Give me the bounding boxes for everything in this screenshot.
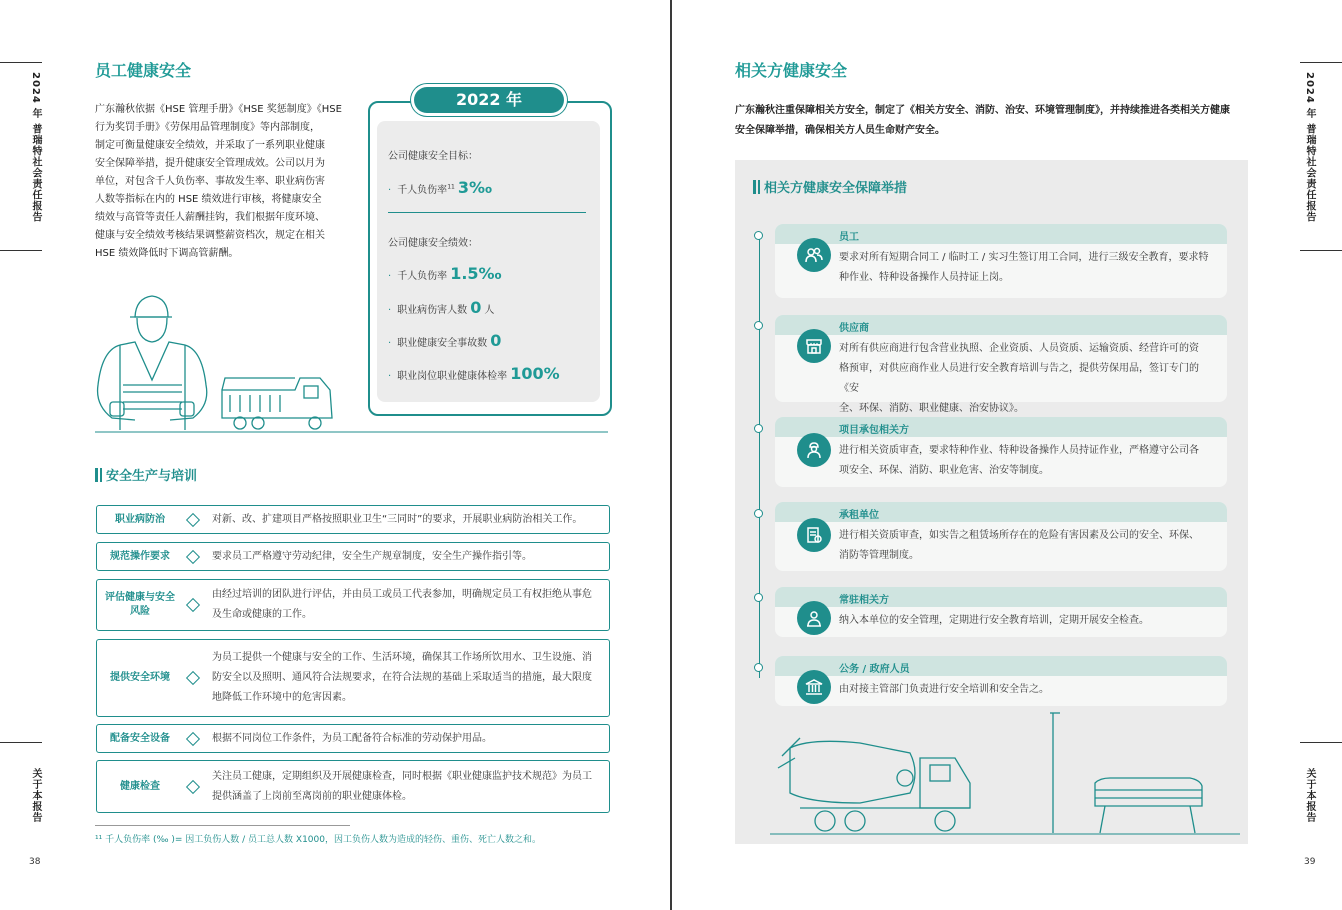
side-report-title: 2024 年 普瑞特社会责任报告 (1304, 72, 1315, 223)
safety-row (96, 760, 610, 813)
safety-row-text: 由经过培训的团队进行评估，并由员工或员工代表参加，明确规定员工有权拒绝从事危及生命或健康的工作。 (212, 589, 592, 620)
safety-row-label: 配备安全设备 (110, 732, 170, 744)
kpi-year-badge: 2022 年 (414, 87, 564, 113)
intro-line: 安全保障举措，确保相关方人员生命财产安全。 (735, 125, 945, 136)
diamond-icon (186, 549, 200, 563)
side-divider (0, 62, 42, 63)
card-line: 项安全、环保、消防、职业危害、治安等制度。 (839, 465, 1049, 476)
card-line: 消防等管理制度。 (839, 550, 919, 561)
timeline-dot (754, 663, 763, 672)
kpi-item-unit: 人 (484, 305, 495, 316)
kpi-perf-item (388, 331, 501, 350)
intro-line: 行为奖罚手册》《劳保用品管理制度》等内部制度， (95, 122, 320, 133)
safety-row (96, 542, 610, 571)
stakeholder-card (775, 502, 1227, 571)
intro-line: 人数等指标在内的 HSE 绩效进行审核，将健康安全 (95, 194, 322, 205)
stakeholder-card (775, 587, 1227, 637)
card-body (839, 248, 1215, 288)
section-title: 安全生产与培训 (95, 465, 197, 484)
safety-row (96, 579, 610, 631)
worker-icon (797, 433, 831, 467)
card-body (839, 611, 1215, 631)
kpi-perf-item (388, 364, 560, 383)
timeline-dot (754, 321, 763, 330)
card-line: 对所有供应商进行包含营业执照、企业资质、人员资质、运输资质、经营许可的资 (839, 343, 1199, 354)
kpi-divider (388, 212, 586, 213)
shop-icon (797, 329, 831, 363)
kpi-item-value: 100% (510, 364, 560, 383)
safety-row-text: 关注员工健康，定期组织及开展健康检查，同时根据《职业健康监护技术规范》为员工提供涵盖了上岗前至离岗前的职业健康体检。 (212, 770, 592, 802)
kpi-item-value: 3‰ (457, 178, 492, 197)
footnote-ref: 11 (447, 183, 455, 191)
side-section-label: 关于本报告 (30, 768, 41, 823)
intro-line: HSE 绩效降低时下调高管薪酬。 (95, 248, 239, 259)
card-body (839, 526, 1215, 566)
safety-row-text: 为员工提供一个健康与安全的工作、生活环境，确保其工作场所饮用水、卫生设施、消防安全以及照明、通风符合法规要求，在符合法规的基础上采取适当的措施，最大限度地降低工作环境中的危害因素。 (212, 652, 592, 703)
card-body (839, 441, 1215, 481)
safety-row-text: 要求员工严格遵守劳动纪律，安全生产规章制度，安全生产操作指引等。 (212, 550, 532, 562)
card-title: 承租单位 (839, 510, 879, 521)
intro-paragraph (735, 101, 1230, 141)
safety-row-label: 职业病防治 (115, 513, 165, 525)
card-title: 项目承包相关方 (839, 425, 909, 436)
side-divider (0, 742, 42, 743)
mixer-truck-bench-illustration (770, 708, 1240, 838)
kpi-perf-item (388, 264, 502, 283)
kpi-target-item (388, 178, 492, 197)
kpi-item-value: 1.5‰ (450, 264, 502, 283)
stakeholder-card (775, 656, 1227, 706)
bullet-icon: · (388, 371, 392, 382)
diamond-icon (186, 779, 200, 793)
safety-row (96, 724, 610, 753)
intro-line: 绩效与高管等责任人薪酬挂钩，我们根据年度环境、 (95, 212, 325, 223)
kpi-perf-item (388, 298, 494, 317)
card-title: 常驻相关方 (839, 595, 889, 606)
diamond-icon (186, 598, 200, 612)
side-section-label: 关于本报告 (1304, 768, 1315, 823)
government-icon (797, 670, 831, 704)
kpi-item-label: 职业岗位职业健康体检率 (397, 371, 508, 382)
card-line: 要求对所有短期合同工 / 临时工 / 实习生签订用工合同，进行三级安全教育，要求特 (839, 252, 1209, 263)
side-divider (0, 250, 42, 251)
card-line: 全、环保、消防、职业健康、治安协议》。 (839, 403, 1024, 414)
footnote: ¹¹ 千人负伤率 (‰ )= 因工负伤人数 / 员工总人数 X1000，因工负伤人数为造成的轻伤、重伤、死亡人数之和。 (95, 835, 541, 845)
card-line: 纳入本单位的安全管理，定期进行安全教育培训，定期开展安全检查。 (839, 615, 1149, 626)
intro-line: 单位，对包含千人负伤率、事故发生率、职业病伤害 (95, 176, 325, 187)
page-title: 相关方健康安全 (735, 61, 848, 80)
page-number: 39 (1304, 857, 1316, 867)
stakeholder-card (775, 224, 1227, 298)
person-icon (797, 601, 831, 635)
card-body (839, 680, 1215, 700)
stakeholder-card (775, 315, 1227, 414)
intro-line: 安全保障举措，提升健康安全管理成效。公司以月为 (95, 158, 325, 169)
kpi-item-value: 0 (490, 331, 502, 350)
kpi-perf-label: 公司健康安全绩效： (388, 238, 478, 249)
intro-line: 制定可衡量健康安全绩效，并采取了一系列职业健康 (95, 140, 325, 151)
side-report-title: 2024 年 普瑞特社会责任报告 (30, 72, 41, 223)
intro-line: 广东瀚秋依据《HSE 管理手册》《HSE 奖惩制度》《HSE (95, 104, 342, 115)
kpi-item-label: 千人负伤率 (397, 185, 448, 196)
timeline-dot (754, 231, 763, 240)
safety-row-label: 提供安全环境 (110, 672, 170, 683)
safety-row-text: 根据不同岗位工作条件，为员工配备符合标准的劳动保护用品。 (212, 732, 492, 744)
footnote-rule (95, 825, 350, 826)
intro-paragraph (95, 101, 345, 263)
bullet-icon: · (388, 338, 392, 349)
intro-line: 广东瀚秋注重保障相关方安全，制定了《相关方安全、消防、治安、环境管理制度》，并持续推进各类相关方健康 (735, 105, 1230, 116)
card-line: 格预审，对供应商作业人员进行安全教育培训与告之，提供劳保用品，签订专门的《安 (839, 363, 1199, 394)
side-divider (1300, 62, 1342, 63)
card-title: 供应商 (839, 323, 869, 334)
timeline-line (759, 236, 760, 678)
kpi-item-label: 千人负伤率 (397, 271, 448, 282)
diamond-icon (186, 512, 200, 526)
safety-row (96, 639, 610, 717)
kpi-item-label: 职业健康安全事故数 (397, 338, 488, 349)
kpi-item-label: 职业病伤害人数 (397, 305, 468, 316)
safety-row-label: 健康检查 (120, 780, 160, 792)
card-line: 种作业、特种设备操作人员持证上岗。 (839, 272, 1009, 283)
safety-row-label: 规范操作要求 (110, 550, 170, 562)
card-body (839, 339, 1215, 419)
safety-row-text: 对新、改、扩建项目严格按照职业卫生“三同时”的要求，开展职业病防治相关工作。 (212, 513, 583, 525)
bullet-icon: · (388, 271, 392, 282)
card-line: 进行相关资质审查，要求特种作业、特种设备操作人员持证作业，严格遵守公司各 (839, 445, 1199, 456)
kpi-target-label: 公司健康安全目标： (388, 151, 478, 162)
kpi-panel (377, 121, 600, 402)
document-icon (797, 518, 831, 552)
card-title: 公务 / 政府人员 (839, 664, 910, 675)
card-line: 进行相关资质审查，如实告之租赁场所存在的危险有害因素及公司的安全、环保、 (839, 530, 1199, 541)
stakeholder-card (775, 417, 1227, 487)
bullet-icon: · (388, 305, 392, 316)
side-divider (1300, 250, 1342, 251)
timeline-dot (754, 509, 763, 518)
page-number: 38 (29, 857, 41, 867)
timeline-dot (754, 424, 763, 433)
safety-row (96, 505, 610, 534)
card-line: 由对接主管部门负责进行安全培训和安全告之。 (839, 684, 1049, 695)
page-title: 员工健康安全 (95, 61, 192, 80)
diamond-icon (186, 731, 200, 745)
page-gutter (670, 0, 672, 910)
section-title: 相关方健康安全保障举措 (753, 177, 907, 196)
timeline-dot (754, 593, 763, 602)
card-title: 员工 (839, 232, 859, 243)
people-icon (797, 238, 831, 272)
kpi-item-value: 0 (470, 298, 482, 317)
diamond-icon (186, 671, 200, 685)
safety-row-label: 评估健康与安全风险 (105, 592, 175, 617)
intro-line: 健康与安全绩效考核结果调整薪资档次，规定在相关 (95, 230, 325, 241)
side-divider (1300, 742, 1342, 743)
bullet-icon: · (388, 185, 392, 196)
